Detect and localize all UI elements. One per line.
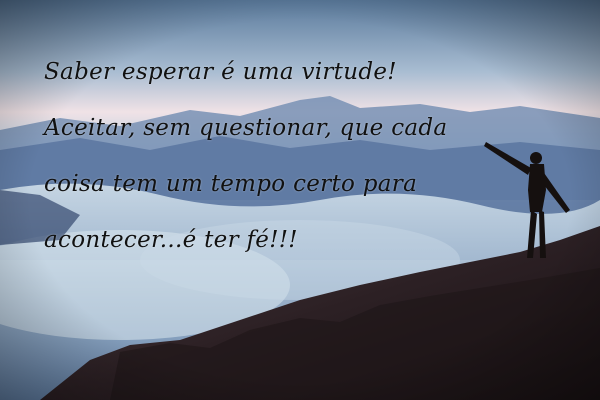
quote-line-4: acontecer...é ter fé!!! bbox=[44, 227, 298, 253]
quote-line-3: coisa tem um tempo certo para bbox=[44, 171, 418, 197]
quote-line-2: Aceitar, sem questionar, que cada bbox=[44, 115, 448, 141]
quote-line-1: Saber esperar é uma virtude! bbox=[44, 59, 397, 85]
inspirational-quote bbox=[44, 44, 464, 268]
